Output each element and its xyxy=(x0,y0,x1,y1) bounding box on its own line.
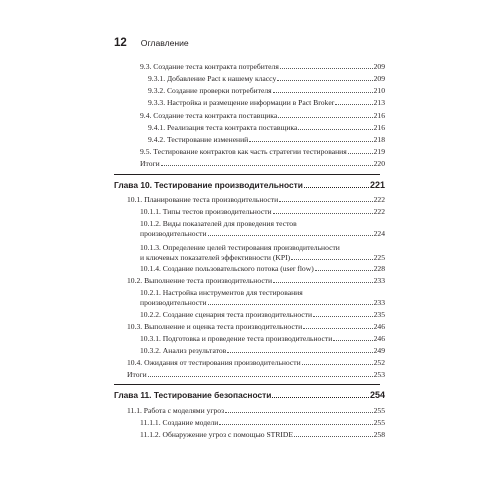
toc-entry-page: 246 xyxy=(373,322,385,331)
toc-entry-page: 218 xyxy=(373,135,385,144)
dot-leader xyxy=(298,129,372,130)
toc-entry-title: 10.3.2. Анализ результатов xyxy=(140,346,227,355)
toc-entry-page: 219 xyxy=(373,147,385,156)
dot-leader xyxy=(273,213,373,214)
dot-leader xyxy=(279,201,372,202)
dot-leader xyxy=(273,92,373,93)
toc-entry-title: 10.1. Планирование теста производительности xyxy=(127,195,279,204)
toc-entry-title: 9.3. Создание теста контракта потребителя xyxy=(140,62,279,71)
toc-entry-title: 9.4.2. Тестирование изменений xyxy=(148,135,249,144)
chapter-divider xyxy=(114,384,380,385)
dot-leader xyxy=(294,436,373,437)
toc-entry-title: 10.3.1. Подготовка и проведение теста производительности xyxy=(140,334,333,343)
toc-entry-page: 216 xyxy=(373,123,385,132)
toc-entry-page: 222 xyxy=(373,207,385,216)
toc-entry-title: Глава 10. Тестирование производительности xyxy=(114,180,303,190)
toc-entry-page: 213 xyxy=(373,98,385,107)
toc-entry-title: 10.2. Выполнение теста производительности xyxy=(127,276,273,285)
toc-entry-title: 10.1.1. Типы тестов производительности xyxy=(140,207,272,216)
toc-entry-title: 10.2.2. Создание сценария теста производительности xyxy=(140,310,313,319)
toc-entry-page: 222 xyxy=(373,195,385,204)
dot-leader xyxy=(148,376,373,377)
dot-leader xyxy=(315,270,373,271)
toc-entry-title: 9.3.3. Настройка и размещение информации в Pact Broker xyxy=(148,98,335,107)
dot-leader xyxy=(302,364,373,365)
dot-leader xyxy=(249,141,372,142)
toc-entry-title: 9.4.1. Реализация теста контракта поставщика xyxy=(148,123,298,132)
toc-entry-page: 216 xyxy=(373,111,385,120)
toc-entry-page: 252 xyxy=(373,358,385,367)
toc-entry-page: 233 xyxy=(373,276,385,285)
toc-entry-title: 10.4. Ожидания от тестирования производительности xyxy=(127,358,301,367)
toc-entry-page: 249 xyxy=(373,346,385,355)
dot-leader xyxy=(291,259,372,260)
toc-entry-page: 253 xyxy=(373,370,385,379)
toc-entry-page: 254 xyxy=(369,390,385,400)
toc-entry-title: 10.1.2. Виды показателей для проведения тестов xyxy=(140,219,297,228)
toc-entry-page: 255 xyxy=(373,406,385,415)
toc-entry-title-continued: и ключевых показателей эффективности (KPI) xyxy=(140,253,291,262)
toc-entry-page: 235 xyxy=(373,310,385,319)
running-head: Оглавление xyxy=(140,38,189,48)
dot-leader xyxy=(303,328,372,329)
toc-entry-title: 10.3. Выполнение и оценка теста производительности xyxy=(127,322,303,331)
toc-entry-title-continued: производительности xyxy=(140,298,207,307)
toc-entry-page: 224 xyxy=(373,229,385,238)
toc-entry-page: 209 xyxy=(373,74,385,83)
toc-entry-page: 228 xyxy=(373,264,385,273)
toc-entry-title: 11.1. Работа с моделями угроз xyxy=(127,406,225,415)
toc-entry-page: 220 xyxy=(373,159,385,168)
dot-leader xyxy=(280,68,373,69)
dot-leader xyxy=(273,282,373,283)
dot-leader xyxy=(335,104,372,105)
dot-leader xyxy=(227,352,372,353)
toc-entry-title: 9.3.1. Добавление Pact к нашему классу xyxy=(148,74,277,83)
dot-leader xyxy=(277,80,372,81)
toc-entry-title: Итоги xyxy=(127,370,147,379)
toc-entry-page: 255 xyxy=(373,418,385,427)
toc-entry-title: Итоги xyxy=(140,159,160,168)
toc-entry-page: 221 xyxy=(369,180,385,190)
dot-leader xyxy=(278,117,372,118)
toc-entry-title: 9.3.2. Создание проверки потребителя xyxy=(148,86,272,95)
toc-entry-page: 258 xyxy=(373,430,385,439)
toc-entry-title: 11.1.1. Создание модели xyxy=(140,418,219,427)
toc-entry-page: 210 xyxy=(373,86,385,95)
toc-entry-page: 209 xyxy=(373,62,385,71)
toc-entry-title: 9.4. Создание теста контракта поставщика xyxy=(140,111,278,120)
toc-entry-title: 10.1.3. Определение целей тестирования производительности xyxy=(140,243,340,252)
page-number: 12 xyxy=(114,37,127,49)
toc-entry-title-continued: производительности xyxy=(140,229,207,238)
toc-entry-title: 9.5. Тестирование контрактов как часть стратегии тестирования xyxy=(140,147,347,156)
toc-entry-page: 246 xyxy=(373,334,385,343)
toc-entry-page: 225 xyxy=(373,253,385,262)
dot-leader xyxy=(272,397,369,398)
toc-entry-title: 10.2.1. Настройка инструментов для тестирования xyxy=(140,288,303,297)
dot-leader xyxy=(333,340,372,341)
dot-leader xyxy=(348,153,373,154)
toc-entry-title: 11.1.2. Обнаружение угроз с помощью STRIDE xyxy=(140,430,294,439)
dot-leader xyxy=(219,424,372,425)
dot-leader xyxy=(313,316,373,317)
toc-entry-title: Глава 11. Тестирование безопасности xyxy=(114,390,272,400)
toc-entry-title: 10.1.4. Создание пользовательского потока (user flow) xyxy=(140,264,314,273)
toc-entry-page: 233 xyxy=(373,298,385,307)
chapter-divider xyxy=(114,174,380,175)
dot-leader xyxy=(304,187,369,188)
dot-leader xyxy=(161,165,373,166)
dot-leader xyxy=(225,412,373,413)
dot-leader xyxy=(208,304,373,305)
dot-leader xyxy=(208,235,373,236)
